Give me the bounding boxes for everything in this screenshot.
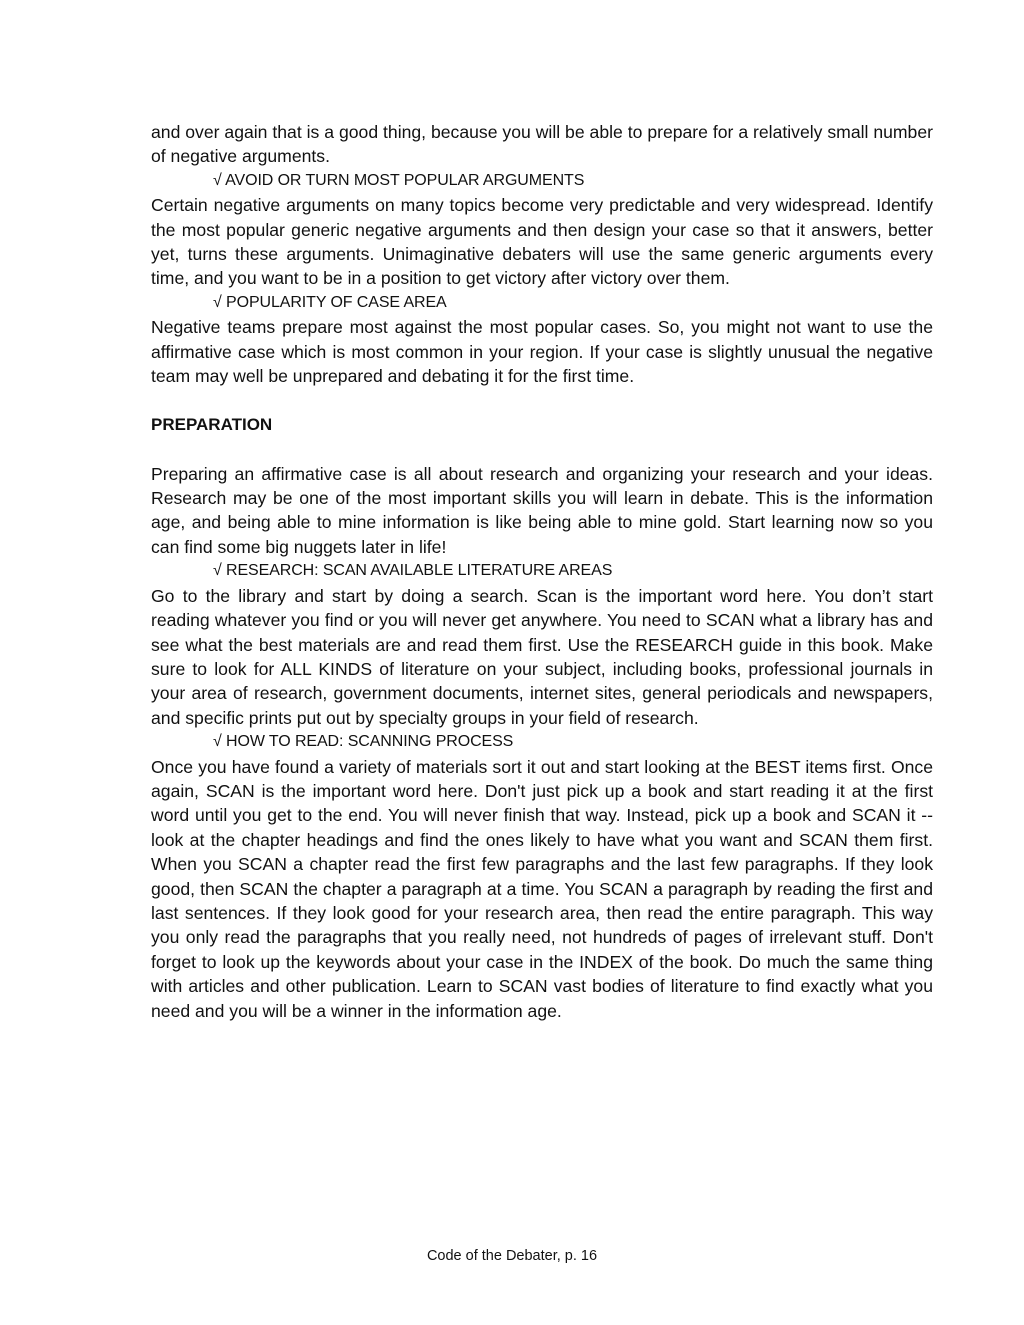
paragraph-preparing: Preparing an affirmative case is all about research and organizing your research and your ideas. Research may be one of the most important skills you will learn in debate. This is the information age, and being able to mine information is like being able to mine gold. Start learning now so you can find some big nuggets later in life! bbox=[151, 463, 933, 557]
paragraph-library: Go to the library and start by doing a search. Scan is the important word here. You don’t start reading whatever you find or you will never get anywhere. You need to SCAN what a library has and see what the best materials are and read them first. Use the RESEARCH guide in this book. Make sure to look for ALL KINDS of literature on your subject, including books, professional journals in your area of research, government documents, internet sites, general periodicals and newspapers, and specific prints put out by specialty groups in your field of research. bbox=[151, 585, 933, 728]
spacer bbox=[151, 388, 933, 412]
page-content bbox=[151, 120, 933, 1023]
subheading-how-to-read: √ HOW TO READ: SCANNING PROCESS bbox=[213, 733, 514, 751]
paragraph-negative-arguments: Certain negative arguments on many topics become very predictable and very widespread. Identify the most popular generic negative arguments and then design your case so that it answers, better yet, turns these arguments. Unimaginative debaters will use the same generic arguments every time, and you want to be in a position to get victory after victory over them. bbox=[151, 195, 933, 289]
paragraph-continued: and over again that is a good thing, because you will be able to prepare for a relatively small number of negative arguments. bbox=[151, 122, 933, 167]
page-footer: Code of the Debater, p. 16 bbox=[426, 1248, 598, 1264]
section-heading-preparation: PREPARATION bbox=[151, 414, 273, 434]
spacer bbox=[151, 437, 933, 461]
paragraph-scanning: Once you have found a variety of materials sort it out and start looking at the BEST items first. Once again, SCAN is the important word here. Don't just pick up a book and start reading it at the first word until you get to the end. You will never finish that way. Instead, pick up a book and SCAN it -- look at the chapter headings and find the ones likely to have what you want and SCAN them first. When you SCAN a chapter read the first few paragraphs and the last few paragraphs. If they look good, then SCAN the chapter a paragraph at a time. You SCAN a paragraph by reading the first and last sentences. If they look good for your research area, then read the entire paragraph. This way you only read the paragraphs that you really need, not hundreds of pages of irrelevant stuff. Don't forget to look up the keywords about your case in the INDEX of the book. Do much the same thing with articles and other publication. Learn to SCAN vast bodies of literature to find exactly what you need and you will be a winner in the information age. bbox=[151, 756, 933, 1021]
subheading-avoid-arguments: √ AVOID OR TURN MOST POPULAR ARGUMENTS bbox=[213, 171, 585, 189]
subheading-research: √ RESEARCH: SCAN AVAILABLE LITERATURE AREAS bbox=[213, 562, 613, 580]
paragraph-popular-cases: Negative teams prepare most against the most popular cases. So, you might not want to use the affirmative case which is most common in your region. If your case is slightly unusual the negative team may well be unprepared and debating it for the first time. bbox=[151, 317, 933, 387]
subheading-popularity: √ POPULARITY OF CASE AREA bbox=[213, 293, 447, 311]
